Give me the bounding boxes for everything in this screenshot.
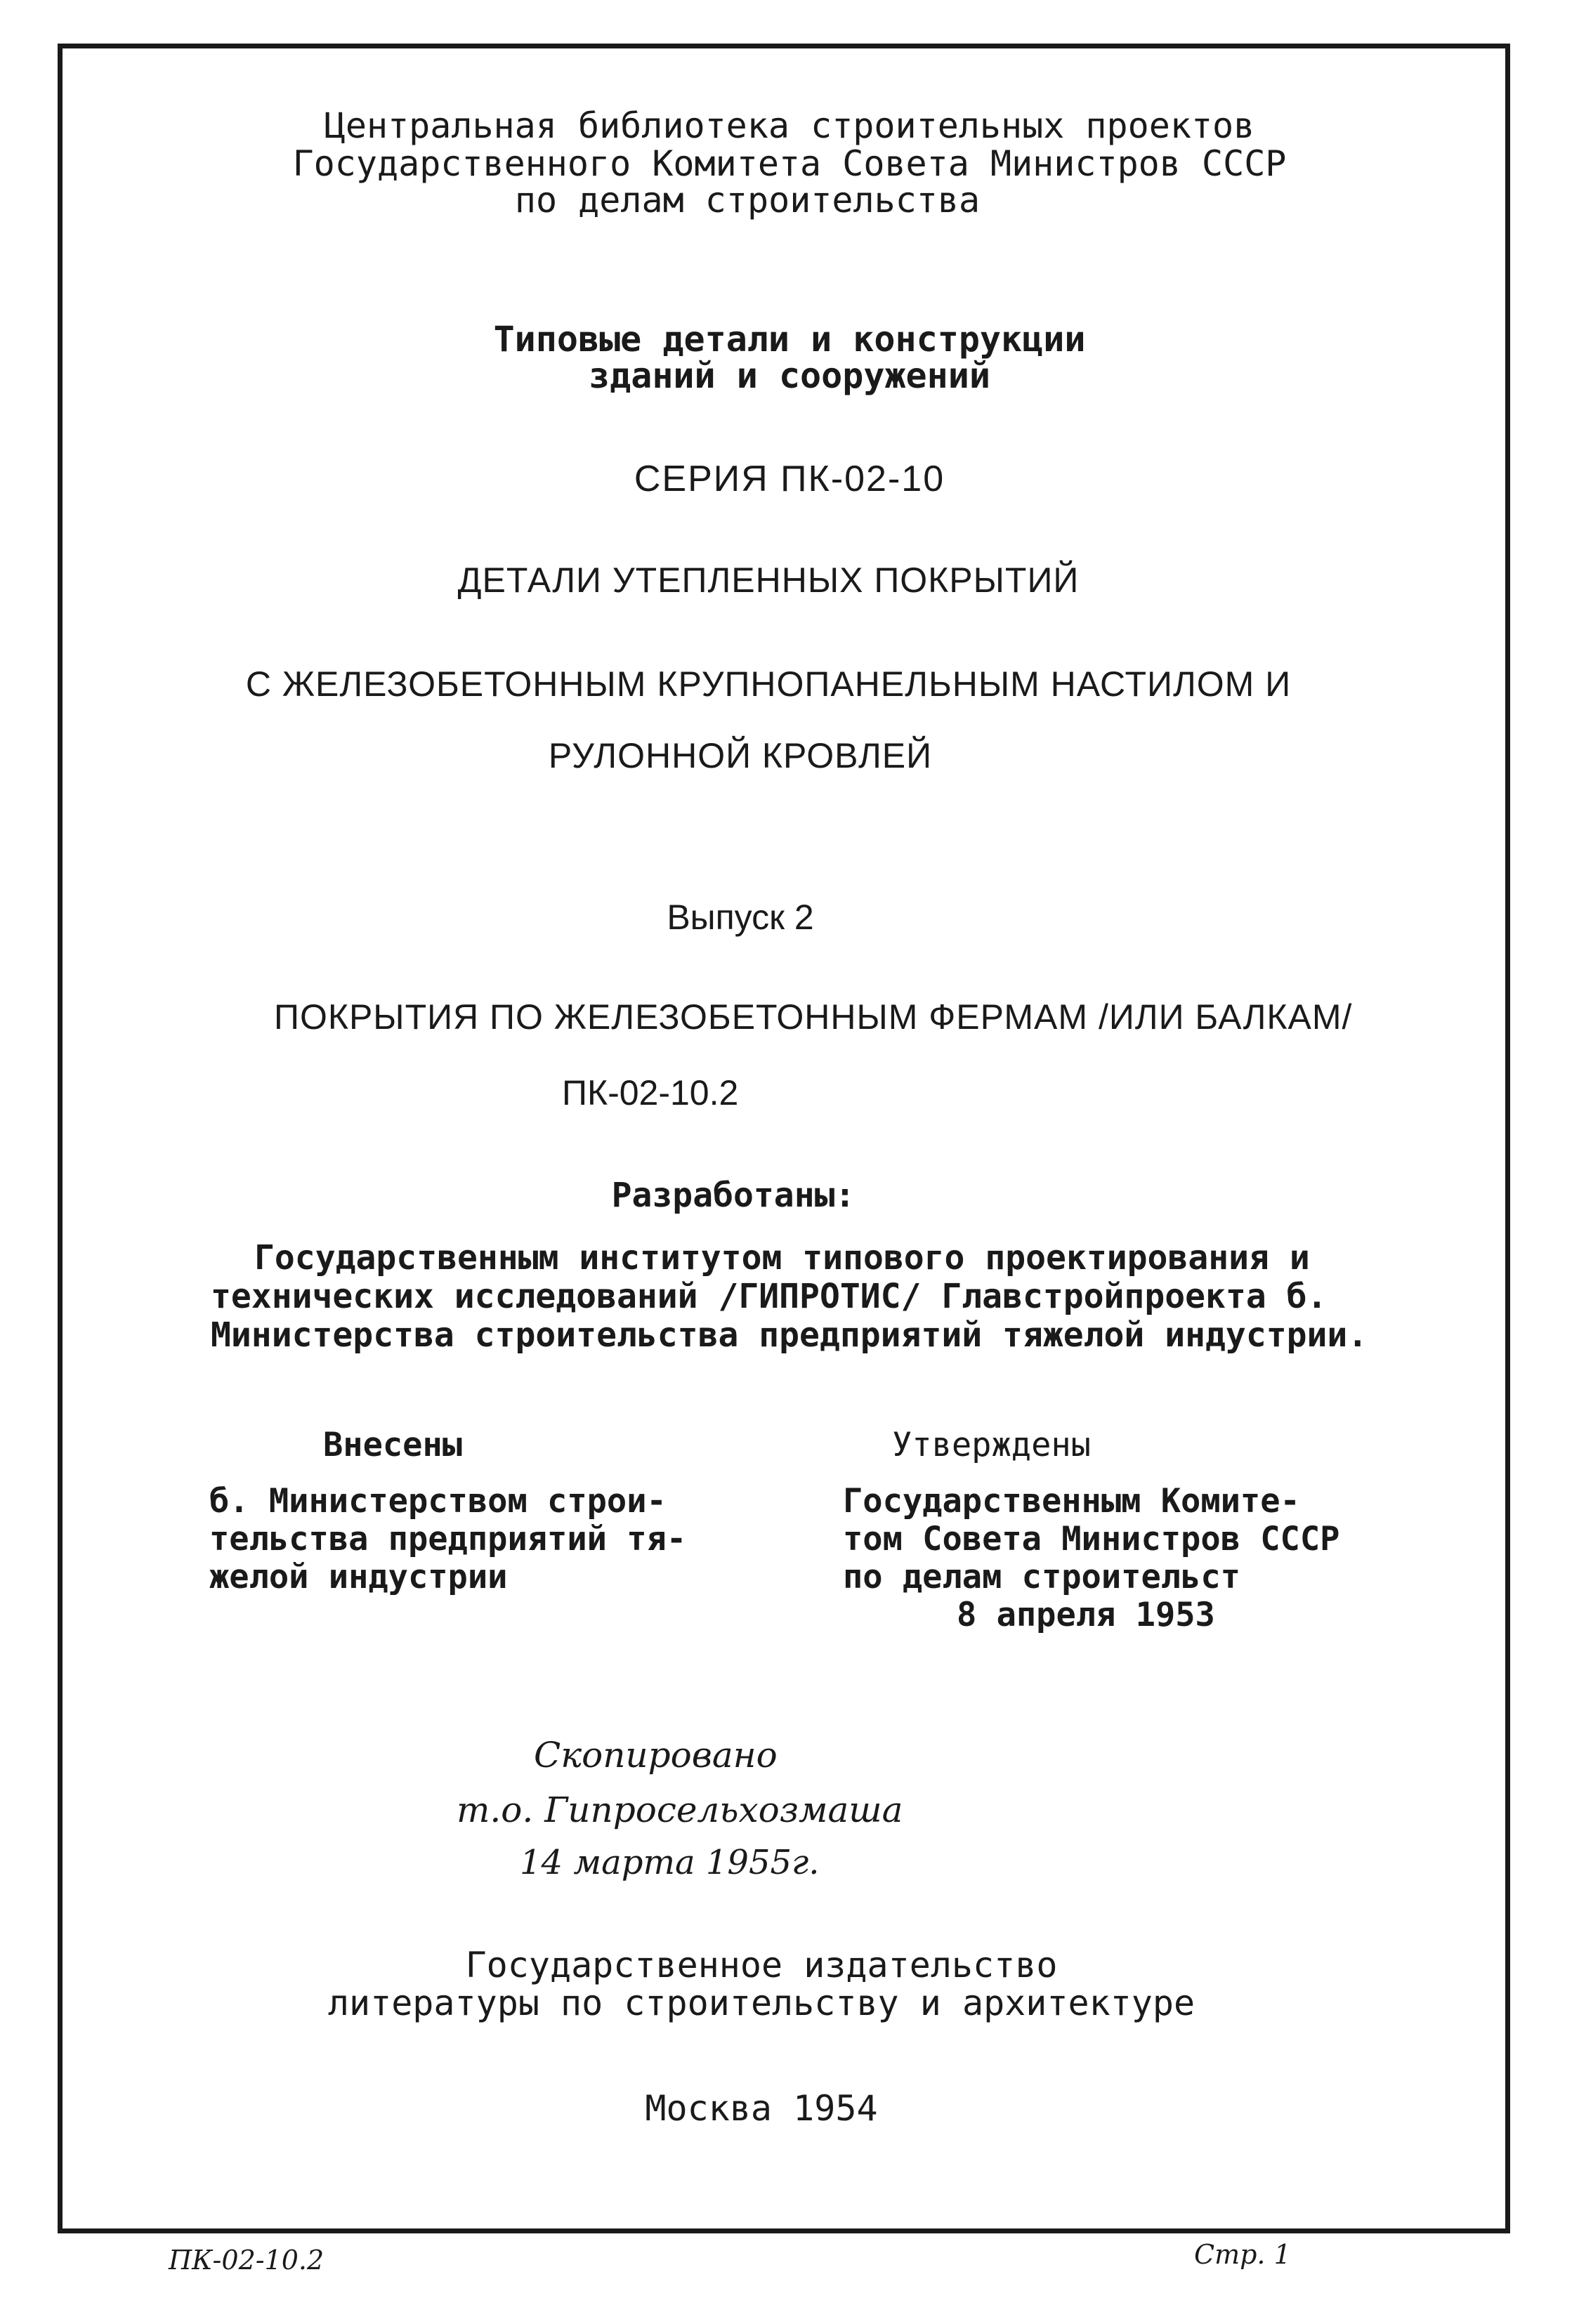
footer-code: ПК-02-10.2	[169, 2245, 325, 2276]
category-line-2: зданий и сооружений	[589, 355, 990, 396]
copy-note-line-3: 14 марта 1955г.	[520, 1843, 820, 1882]
issue-title-code: ПК-02-10.2	[562, 1073, 739, 1112]
footer-page-number: Стр. 1	[1194, 2239, 1291, 2270]
introduced-line-1: б. Министерством строи-	[209, 1482, 667, 1521]
publisher-line-2: литературы по строительству и архитектуре	[327, 1983, 1195, 2023]
copy-note-line-2: т.о. Гипросельхозмаша	[457, 1790, 903, 1830]
series-code: СЕРИЯ ПК-02-10	[634, 459, 945, 499]
developed-heading: Разработаны:	[611, 1176, 856, 1215]
approved-line-2: том Совета Министров СССР	[843, 1520, 1340, 1558]
header-line-1: Центральная библиотека строительных проектов	[324, 105, 1255, 146]
introduced-line-3: желой индустрии	[209, 1558, 508, 1596]
issue-number: Выпуск 2	[667, 898, 814, 937]
approved-date: 8 апреля 1953	[957, 1596, 1215, 1634]
title-line-1: ДЕТАЛИ УТЕПЛЕННЫХ ПОКРЫТИЙ	[457, 560, 1080, 600]
title-line-3: РУЛОННОЙ КРОВЛЕЙ	[548, 736, 933, 775]
developed-text: Государственным институтом типового проектирования и технических исследований /ГИПРОТИС/ Главстройпроекта б. Министерства строительства предприятий тяжелой индустрии.	[211, 1238, 1368, 1355]
approved-line-3: по делам строительст	[843, 1558, 1240, 1596]
category-line-1: Типовые детали и конструкции	[493, 319, 1086, 360]
issue-title-line-1: ПОКРЫТИЯ ПО ЖЕЛЕЗОБЕТОННЫМ ФЕРМАМ /ИЛИ БАЛКАМ/	[274, 997, 1353, 1037]
header-line-3: по делам строительства	[514, 180, 981, 221]
introduced-line-2: тельства предприятий тя-	[209, 1520, 687, 1558]
header-line-2: Государственного Комитета Совета Министров СССР	[292, 143, 1287, 184]
introduced-heading: Внесены	[323, 1426, 463, 1464]
place-year: Москва 1954	[645, 2088, 878, 2129]
approved-line-1: Государственным Комите-	[843, 1482, 1300, 1521]
title-line-2: С ЖЕЛЕЗОБЕТОННЫМ КРУПНОПАНЕЛЬНЫМ НАСТИЛОМ И	[245, 664, 1292, 704]
copy-note-line-1: Скопировано	[534, 1735, 778, 1775]
approved-heading: Утверждены	[892, 1426, 1091, 1464]
publisher-line-1: Государственное издательство	[465, 1945, 1058, 1985]
